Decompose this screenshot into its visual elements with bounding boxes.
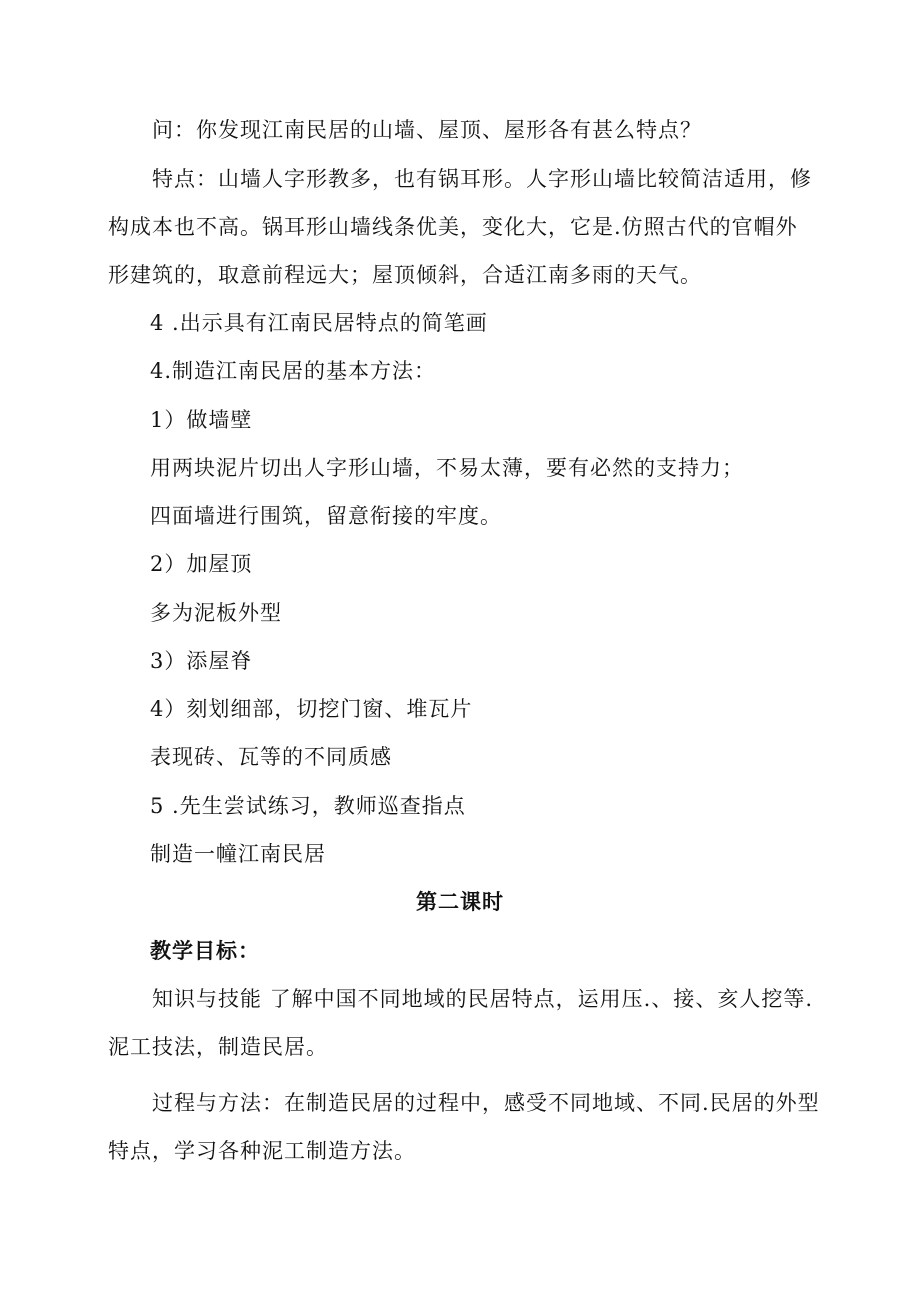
process-line-2: 特点，学习各种泥工制造方法。 — [108, 1139, 416, 1163]
wall-detail-2: 四面墙进行围筑，留意衔接的牢度。 — [150, 504, 502, 528]
question-line: 问：你发现江南民居的山墙、屋顶、屋形各有甚么特点？ — [152, 118, 702, 142]
substep-details: 4）刻划细部，切挖门窗、堆瓦片 — [150, 697, 473, 721]
process-line-1: 过程与方法：在制造民居的过程中，感受不同地域、不同.民居的外型 — [152, 1091, 820, 1115]
texture-line: 表现砖、瓦等的不同质感 — [150, 745, 392, 769]
features-line-2: 构成本也不高。锅耳形山墙线条优美，变化大，它是.仿照古代的官帽外 — [108, 215, 798, 239]
substep-wall: 1）做墙壁 — [150, 408, 253, 432]
objectives-heading: 教学目标： — [150, 938, 260, 963]
features-line-1: 特点：山墙人字形教多，也有锅耳形。人字形山墙比较简洁适用，修 — [152, 167, 812, 191]
knowledge-line-2: 泥工技法，制造民居。 — [108, 1035, 328, 1059]
wall-detail-1: 用两块泥片切出人字形山墙，不易太薄，要有必然的支持力； — [150, 456, 744, 480]
section-title: 第二课时 — [416, 889, 504, 914]
substep-ridge: 3）添屋脊 — [150, 649, 253, 673]
features-line-3: 形建筑的，取意前程远大；屋顶倾斜，合适江南多雨的天气。 — [108, 263, 702, 287]
roof-detail: 多为泥板外型 — [150, 601, 282, 625]
practice-task: 制造一幢江南民居 — [150, 842, 326, 866]
method-heading: 4.制造江南民居的基本方法： — [150, 359, 437, 383]
step-4-sketch: 4 .出示具有江南民居特点的简笔画 — [150, 311, 488, 335]
substep-roof: 2）加屋顶 — [150, 552, 253, 576]
knowledge-line-1: 知识与技能 了解中国不同地域的民居特点，运用压.、接、亥人挖等. — [152, 987, 814, 1011]
step-5-practice: 5 .先生尝试练习，教师巡查指点 — [150, 794, 466, 818]
